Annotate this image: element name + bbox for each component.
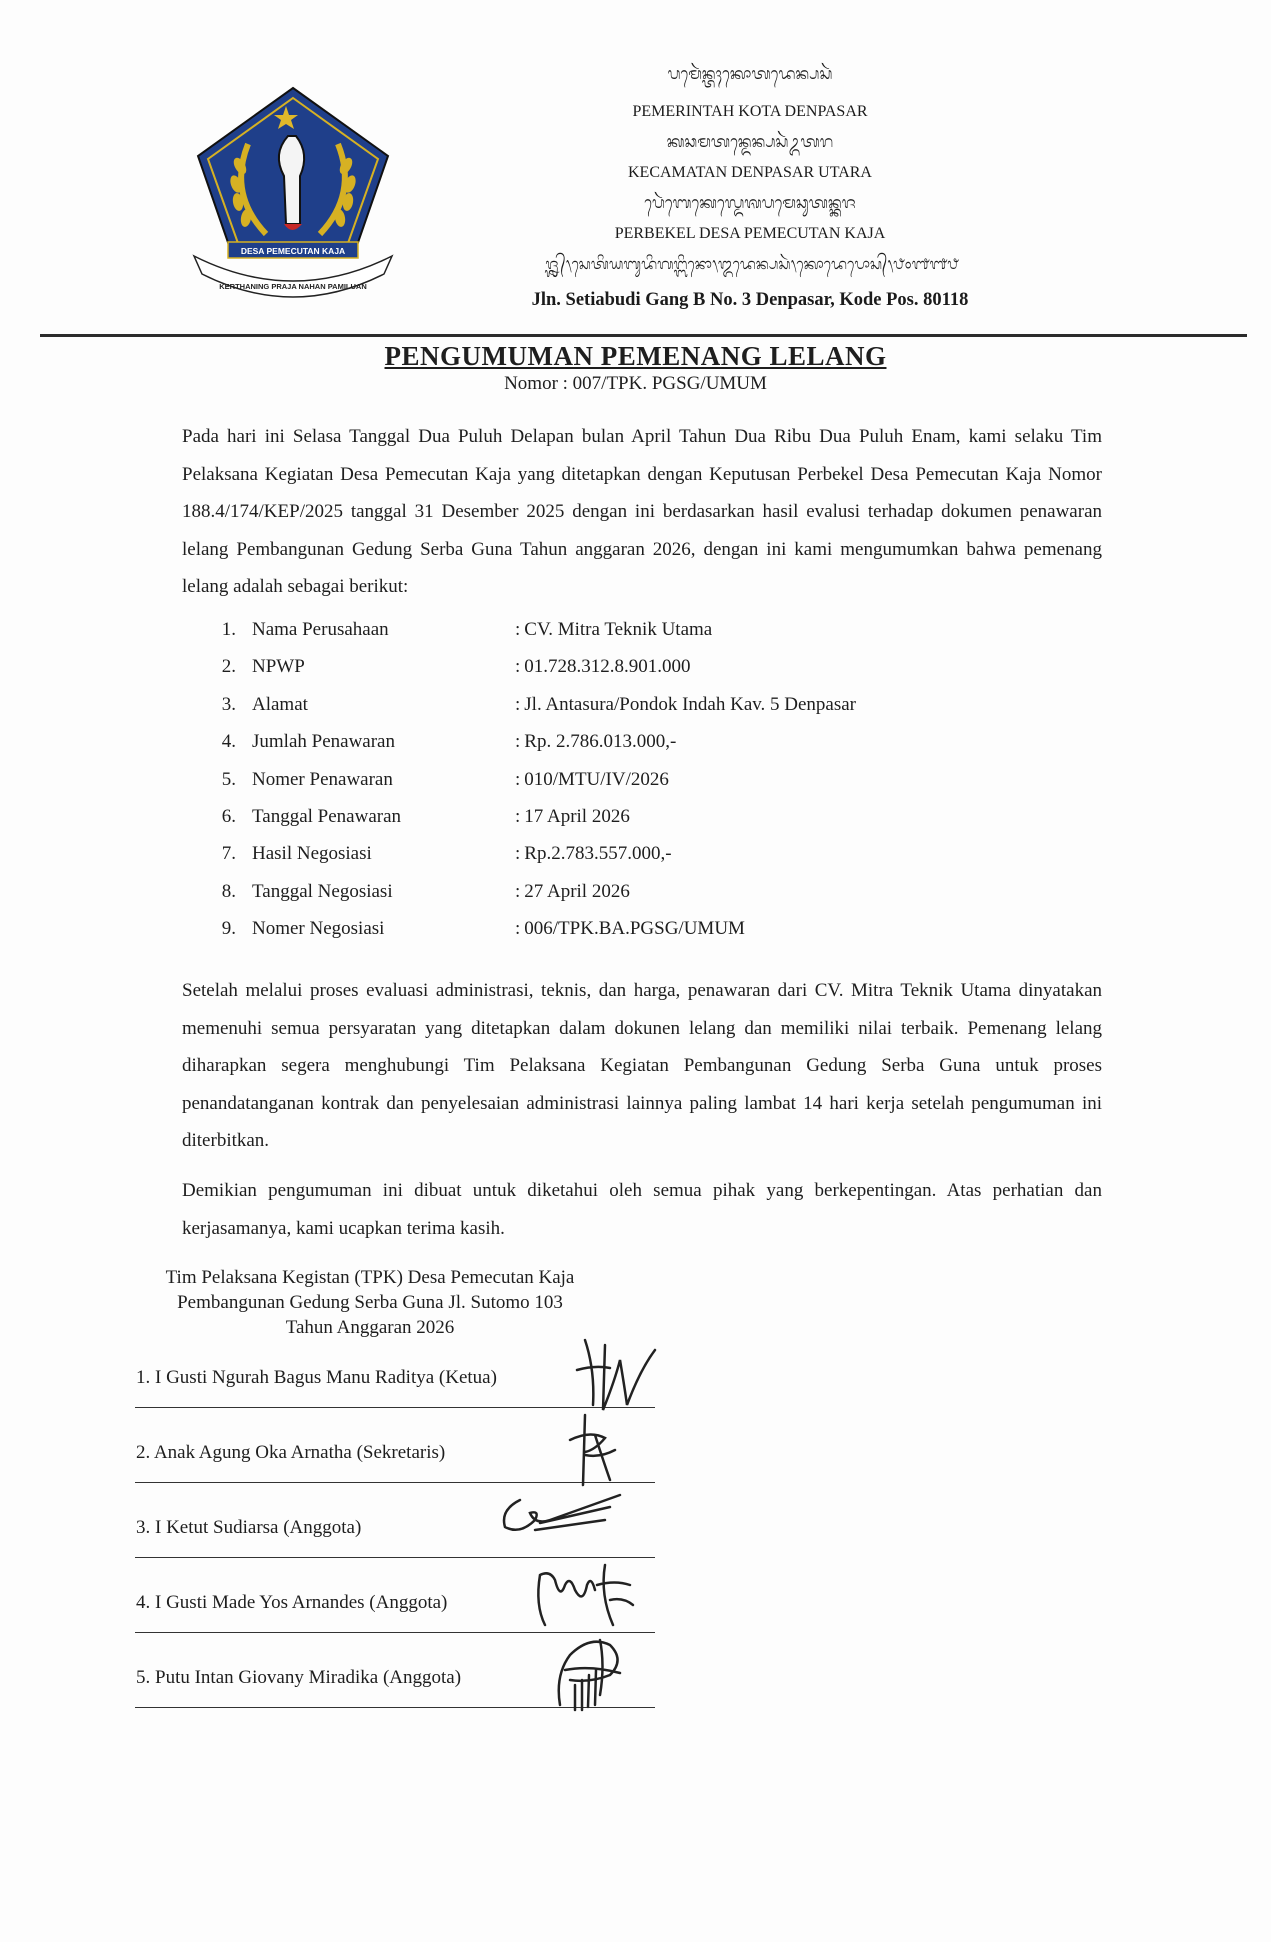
list-item: 8. Tanggal Negosiasi : 27 April 2026 [200,881,1020,918]
list-item: 3. Alamat : Jl. Antasura/Pondok Indah Kav. 5 Denpasar [200,694,1020,731]
list-item: 2. NPWP : 01.728.312.8.901.000 [200,656,1020,693]
signatory-name: 2. Anak Agung Oka Arnatha (Sekretaris) [136,1442,446,1463]
list-item: 1. Nama Perusahaan : CV. Mitra Teknik Utama [200,619,1020,656]
item-value: 006/TPK.BA.PGSG/UMUM [524,918,745,940]
letterhead-divider [40,334,1247,337]
item-value: Rp.2.783.557.000,- [524,843,672,865]
tpk-heading-1: Tim Pelaksana Kegistan (TPK) Desa Pemecutan Kaja [165,1267,575,1288]
letterhead-village-office: PERBEKEL DESA PEMECUTAN KAJA [614,225,886,242]
item-label: Tanggal Negosiasi [252,880,393,902]
item-value: 01.728.312.8.901.000 [524,656,691,678]
signatory-name: 5. Putu Intan Giovany Miradika (Anggota) [136,1667,462,1688]
item-label: NPWP [252,656,305,678]
item-number: 3. [221,693,236,715]
letterhead-government: PEMERINTAH KOTA DENPASAR [632,103,868,120]
item-number: 5. [221,768,236,790]
letterhead-district: KECAMATAN DENPASAR UTARA [628,164,872,181]
document-number: Nomor : 007/TPK. PGSG/UMUM [504,373,767,394]
signature-4 [525,1555,645,1635]
letterhead-balinese-line-2: ᬓᬘᬫᬢᬦ᭄ᬤᬾᬦ᭄ᬧᬲᬃᬉᬢᬭ [666,134,834,151]
document-title: PENGUMUMAN PEMENANG LELANG [384,341,887,371]
letterhead-balinese-line-3: ᬧᬾᬃᬩᬾᬓᬾᬮ᭄ᬤᬾᬰᬧᬫᬾᬘᬸᬢᬦ᭄ᬓᬚ [644,195,856,212]
signature-5 [530,1625,640,1715]
item-label: Nomer Negosiasi [252,918,385,940]
item-number: 2. [221,656,236,678]
item-value: 27 April 2026 [524,880,630,902]
logo-ribbon-text: DESA PEMECUTAN KAJA [240,246,346,256]
item-value: 010/MTU/IV/2026 [524,768,669,790]
item-value: Jl. Antasura/Pondok Indah Kav. 5 Denpasar [524,693,857,715]
item-number: 6. [221,805,236,827]
item-value: Rp. 2.786.013.000,- [524,731,677,753]
item-label: Alamat [252,693,308,715]
letterhead-address: Jln. Setiabudi Gang B No. 3 Denpasar, Kode Pos. 80118 [531,290,969,310]
logo-scroll-text: KERTHANING PRAJA NAHAN PAMILUAN [219,282,367,291]
item-label: Tanggal Penawaran [252,805,402,827]
signature-2 [555,1410,635,1490]
item-label: Hasil Negosiasi [252,843,372,865]
item-number: 8. [221,880,236,902]
letterhead-balinese-address: ᬚ᭄ᬮ᭄ᬦ᭄᭞ᬲᬾᬢᬶᬬᬩᬸᬤᬶᬕᬗ᭄ᬩᬶᬦᭀ᭞᭓ᬤᬾᬦ᭄ᬧᬲᬃ᭞ᬓᭀᬤᬾᬧᭀᬲ᭄᭞᭘᭐᭑᭑᭘ [545,257,959,273]
village-emblem-logo [188,84,398,299]
item-label: Jumlah Penawaran [252,731,395,753]
list-item: 9. Nomer Negosiasi : 006/TPK.BA.PGSG/UMUM [200,918,1020,955]
tpk-heading-2: Pembangunan Gedung Serba Guna Jl. Sutomo 103 [177,1292,563,1313]
list-item: 7. Hasil Negosiasi : Rp.2.783.557.000,- [200,843,1020,880]
list-item: 4. Jumlah Penawaran : Rp. 2.786.013.000,- [200,731,1020,768]
item-number: 4. [221,731,236,753]
winner-details-list [200,619,1020,956]
item-value: CV. Mitra Teknik Utama [524,619,713,640]
item-value: 17 April 2026 [524,805,630,827]
tpk-heading-3: Tahun Anggaran 2026 [285,1317,455,1338]
signatory-name: 3. I Ketut Sudiarsa (Anggota) [136,1517,362,1538]
signatory-name: 1. I Gusti Ngurah Bagus Manu Raditya (Ketua) [136,1367,497,1388]
item-number: 9. [221,918,236,940]
item-number: 7. [221,843,236,865]
list-item: 6. Tanggal Penawaran : 17 April 2026 [200,806,1020,843]
closing-paragraph: Demikian pengumuman ini dibuat untuk diketahui oleh semua pihak yang berkepentingan. Atas perhatian dan kerjasamanya, kami ucapkan terima kasih. [182,1180,1102,1239]
item-label: Nama Perusahaan [252,619,389,640]
evaluation-paragraph: Setelah melalui proses evaluasi administrasi, teknis, dan harga, penawaran dari CV. Mitra Teknik Utama dinyatakan memenuhi semua persyaratan yang ditetapkan dalam dokunen lelang dan memiliki nilai terbaik. Pemenang lelang diharapkan segera menghubungi Tim Pelaksana Kegiatan Pembangunan Gedung Serba Guna untuk proses penandatanganan kontrak dan penyelesaian administrasi lainnya paling lambat 14 hari kerja setelah pengumuman ini diterbitkan. [182,980,1102,1151]
letterhead-balinese-line-1: ᬧᬫᬾᬃᬦ᭄ᬢᬄᬓᭀᬢᬤᬾᬦ᭄ᬧᬲᬃ [667,66,833,83]
intro-paragraph: Pada hari ini Selasa Tanggal Dua Puluh Delapan bulan April Tahun Dua Ribu Dua Puluh Enam, kami selaku Tim Pelaksana Kegiatan Desa Pemecutan Kaja yang ditetapkan dengan Keputusan Perbekel Desa Pemecutan Kaja Nomor 188.4/174/KEP/2025 tanggal 31 Desember 2025 dengan ini berdasarkan hasil evalusi terhadap dokumen penawaran lelang Pembangunan Gedung Serba Guna Tahun anggaran 2026, dengan ini kami mengumumkan bahwa pemenang lelang adalah sebagai berikut: [182,426,1102,597]
signature-3 [490,1485,630,1545]
list-item: 5. Nomer Penawaran : 010/MTU/IV/2026 [200,769,1020,806]
signatory-name: 4. I Gusti Made Yos Arnandes (Anggota) [136,1592,448,1613]
item-label: Nomer Penawaran [252,768,393,790]
item-number: 1. [221,619,236,640]
signature-1 [565,1330,665,1420]
